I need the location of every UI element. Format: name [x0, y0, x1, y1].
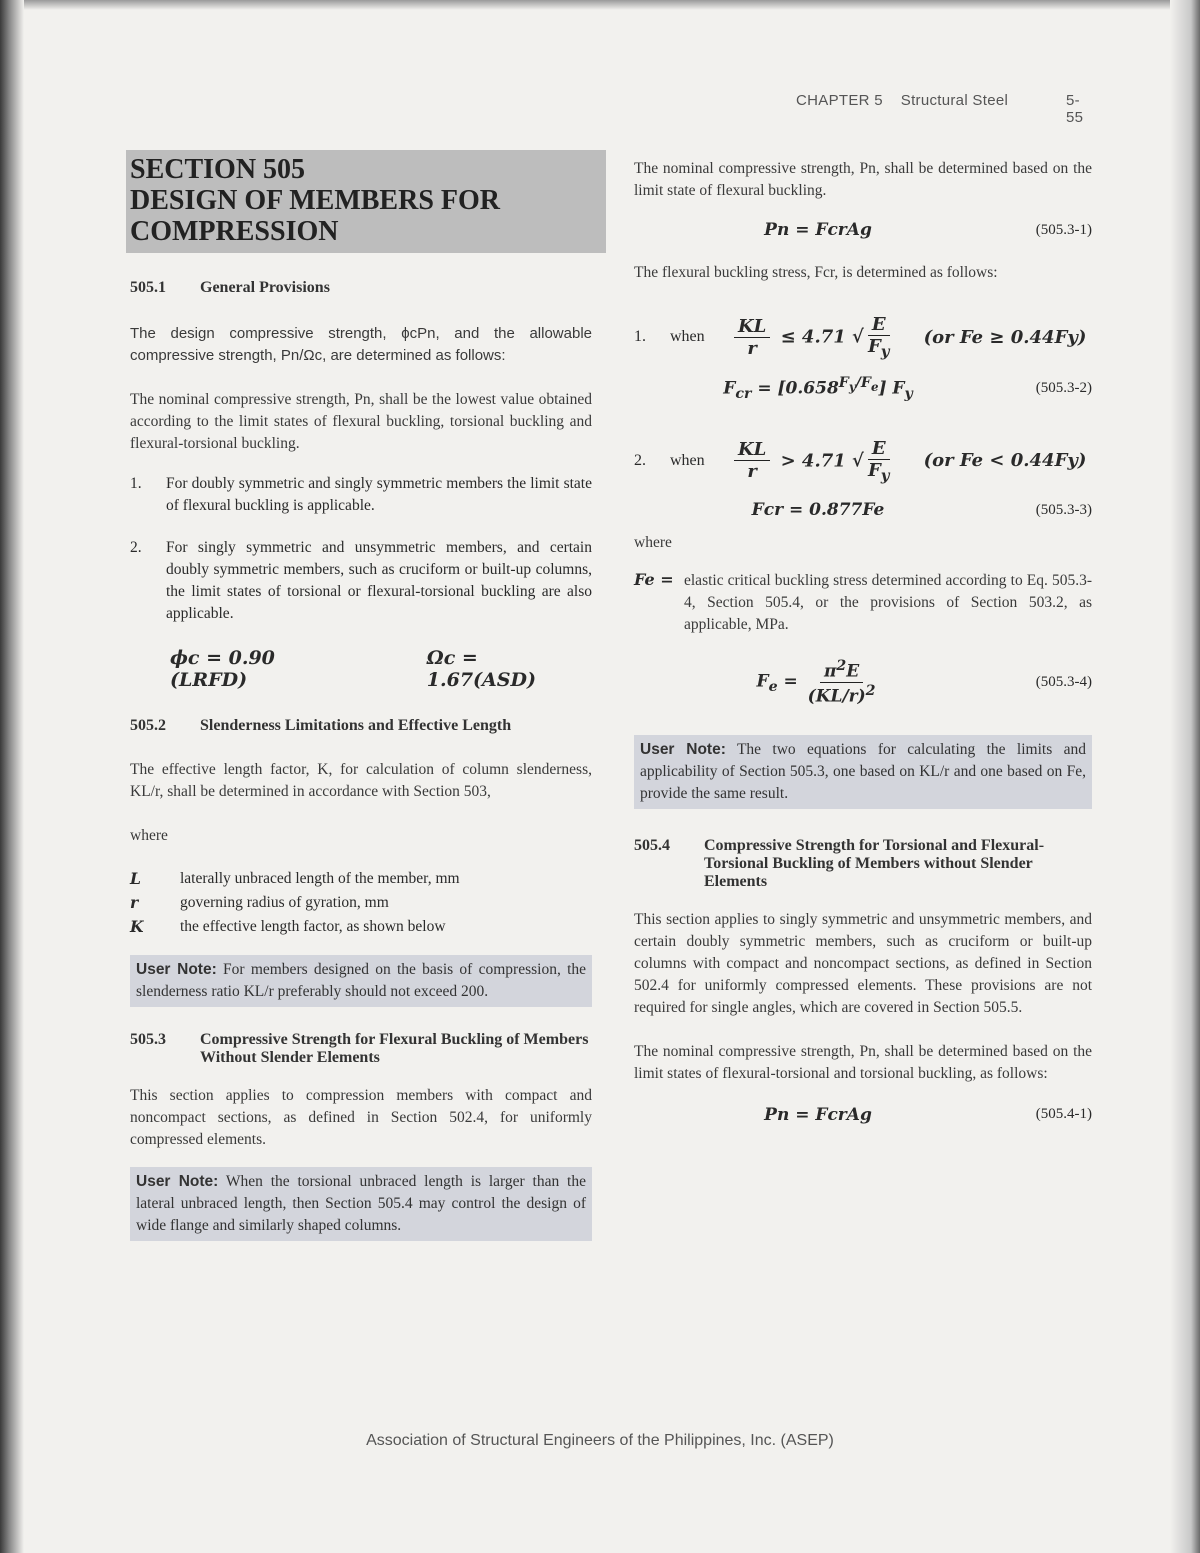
equation-number: (505.3-2)	[1035, 379, 1092, 396]
resistance-factors	[170, 647, 592, 691]
definition-text: the effective length factor, as shown below	[180, 918, 446, 935]
definition-fe	[634, 570, 1092, 636]
paragraph-505-3-scope: This section applies to compression members with compact and noncompact sections, as defined in Section 502.4, for uniformly compressed elements.	[130, 1087, 592, 1148]
condition-when: when	[670, 451, 705, 469]
equation-number: (505.3-4)	[1035, 673, 1092, 690]
where-label: where	[130, 827, 168, 844]
paragraph-505-1-nominal: The nominal compressive strength, Pn, shall be the lowest value obtained according to the limit states of flexural buckling, torsional buckling and flexural-torsional buckling.	[130, 391, 592, 452]
condition-2	[634, 438, 1092, 485]
section-heading-line2: DESIGN OF MEMBERS FOR	[130, 185, 500, 216]
definition-row	[130, 867, 592, 891]
heading-505-1	[130, 279, 592, 297]
heading-505-3	[130, 1031, 592, 1067]
list-item: 2. For singly symmetric and unsymmetric members, and certain doubly symmetric members, such as cruciform or built-up columns, the limit states of torsional or flexural-torsional buckling are also applicable.	[130, 537, 592, 625]
equation-505-3-1	[634, 220, 1092, 240]
slenderness-limit-gt: $\frac{KL}{r}$ > 4.71 √ $\frac{E}{F_y}$	[730, 438, 894, 485]
heading-505-4-number: 505.4	[634, 836, 670, 854]
user-note-label: User Note:	[136, 1173, 219, 1190]
equation-505-4-1	[634, 1105, 1092, 1125]
paragraph-505-3-nominal: The nominal compressive strength, Pn, shall be determined based on the limit state of flexural buckling.	[634, 160, 1092, 199]
equation-formula: Fcr = 0.877Fe	[751, 500, 885, 521]
definition-text: laterally unbraced length of the member, mm	[180, 870, 460, 887]
definition-symbol: r	[130, 893, 139, 912]
running-head-chapter: CHAPTER 5	[796, 92, 883, 109]
running-head-title: Structural Steel	[900, 92, 1009, 109]
heading-505-4	[634, 837, 1092, 891]
section-heading-line3: COMPRESSION	[130, 216, 339, 247]
user-note-505-3	[130, 1167, 592, 1241]
condition-number: 1.	[634, 328, 646, 346]
heading-505-2	[130, 717, 592, 735]
condition-when: when	[670, 328, 705, 346]
user-note-label: User Note:	[640, 740, 726, 758]
equation-number: (505.4-1)	[1035, 1106, 1092, 1123]
heading-505-3-number: 505.3	[130, 1031, 166, 1048]
scan-edge-left	[0, 0, 24, 1553]
heading-505-3-title: Compressive Strength for Flexural Buckling of Members Without Slender Elements	[200, 1031, 589, 1066]
section-heading-line1: SECTION 505	[130, 154, 306, 185]
paragraph-505-1-design-strength: The design compressive strength, ϕcPn, and the allowable compressive strength, Pn/Ωc, are determined as follows:	[130, 325, 592, 364]
left-column	[130, 150, 592, 1241]
heading-505-2-title: Slenderness Limitations and Effective Length	[200, 717, 512, 734]
user-note-505-3-limits	[634, 735, 1092, 809]
paragraph-505-4-scope: This section applies to singly symmetric and unsymmetric members, and certain doubly symmetric members, such as cruciform or built-up columns with compact and noncompact sections, as defined in Section 502.4 for uniformly compressed elements. These provisions are not required for single angles, which are covered in Section 505.5.	[634, 910, 1092, 1016]
definition-row	[130, 915, 592, 939]
user-note-label: User Note:	[136, 961, 217, 978]
condition-1-alt: (or Fe ≥ 0.44Fy)	[923, 326, 1087, 348]
running-head	[796, 92, 1084, 126]
list-505-1	[130, 473, 592, 625]
definition-symbol: L	[130, 869, 141, 888]
page-number: 5-55	[1066, 92, 1084, 126]
heading-505-2-number: 505.2	[130, 717, 166, 734]
slenderness-limit-le: $\frac{KL}{r}$ ≤ 4.71 √ $\frac{E}{F_y}$	[730, 314, 894, 361]
user-note-text: The two equations for calculating the limits and applicability of Section 505.3, one based on KL/r and one based on Fe, provide the same result.	[640, 740, 1086, 802]
right-column	[634, 158, 1092, 1125]
definition-text: governing radius of gyration, mm	[180, 894, 389, 911]
scan-edge-right	[1170, 0, 1200, 1553]
equation-number: (505.3-1)	[1035, 221, 1092, 238]
equation-formula: Pn = FcrAg	[764, 1104, 872, 1125]
equation-asd: Ωc = 1.67(ASD)	[426, 647, 536, 691]
heading-505-1-number: 505.1	[130, 279, 166, 296]
page-footer: Association of Structural Engineers of the Philippines, Inc. (ASEP)	[366, 1432, 834, 1449]
list-item-text: For doubly symmetric and singly symmetric members the limit state of flexural buckling is applicable.	[166, 475, 592, 514]
paragraph-505-2: The effective length factor, K, for calculation of column slenderness, KL/r, shall be determined in accordance with Section 503,	[130, 761, 592, 800]
section-heading	[126, 150, 606, 253]
equation-505-3-2	[634, 375, 1092, 402]
list-item: 1. For doubly symmetric and singly symmetric members the limit state of flexural buckling is applicable.	[130, 473, 592, 517]
list-item-text: For singly symmetric and unsymmetric members, and certain doubly symmetric members, such as cruciform or built-up columns, the limit states of torsional or flexural-torsional buckling are also applicable.	[166, 539, 592, 622]
user-note-505-2	[130, 955, 592, 1007]
definition-symbol: Fe =	[634, 570, 674, 590]
user-note-text: When the torsional unbraced length is larger than the lateral unbraced length, then Section 505.4 may control the design of wide flange and similarly shaped columns.	[136, 1173, 586, 1234]
equation-number: (505.3-3)	[1035, 501, 1092, 518]
condition-1	[634, 314, 1092, 361]
equation-formula: $F_{cr} = [0.658^{F_y/F_e}]$ $F_y$	[723, 374, 913, 402]
where-label: where	[634, 534, 672, 552]
paragraph-buckling-stress: The flexural buckling stress, Fcr, is determined as follows:	[634, 264, 998, 281]
equation-formula: $F_e$ = $\frac{\pi^2E}{(KL/r)^2}$	[756, 658, 876, 707]
definition-row	[130, 891, 592, 915]
equation-lrfd: ϕc = 0.90 (LRFD)	[170, 647, 275, 691]
condition-number: 2.	[634, 451, 646, 469]
definitions-505-2	[130, 867, 592, 939]
equation-505-3-4	[634, 658, 1092, 706]
equation-formula: Pn = FcrAg	[764, 220, 872, 240]
equation-505-3-3	[634, 500, 1092, 520]
heading-505-4-title: Compressive Strength for Torsional and Flexural-Torsional Buckling of Members without Slender Elements	[704, 836, 1045, 890]
definition-symbol: K	[130, 917, 144, 936]
condition-2-alt: (or Fe < 0.44Fy)	[923, 450, 1087, 472]
paragraph-505-4-nominal: The nominal compressive strength, Pn, shall be determined based on the limit states of flexural-torsional and torsional buckling, as follows:	[634, 1042, 1092, 1082]
definition-text: elastic critical buckling stress determined according to Eq. 505.3-4, Section 505.4, or the provisions of Section 503.2, as applicable, MPa.	[684, 572, 1092, 634]
scan-edge-top	[0, 0, 1200, 10]
heading-505-1-title: General Provisions	[200, 279, 330, 296]
user-note-text: For members designed on the basis of compression, the slenderness ratio KL/r preferably should not exceed 200.	[136, 961, 587, 1000]
